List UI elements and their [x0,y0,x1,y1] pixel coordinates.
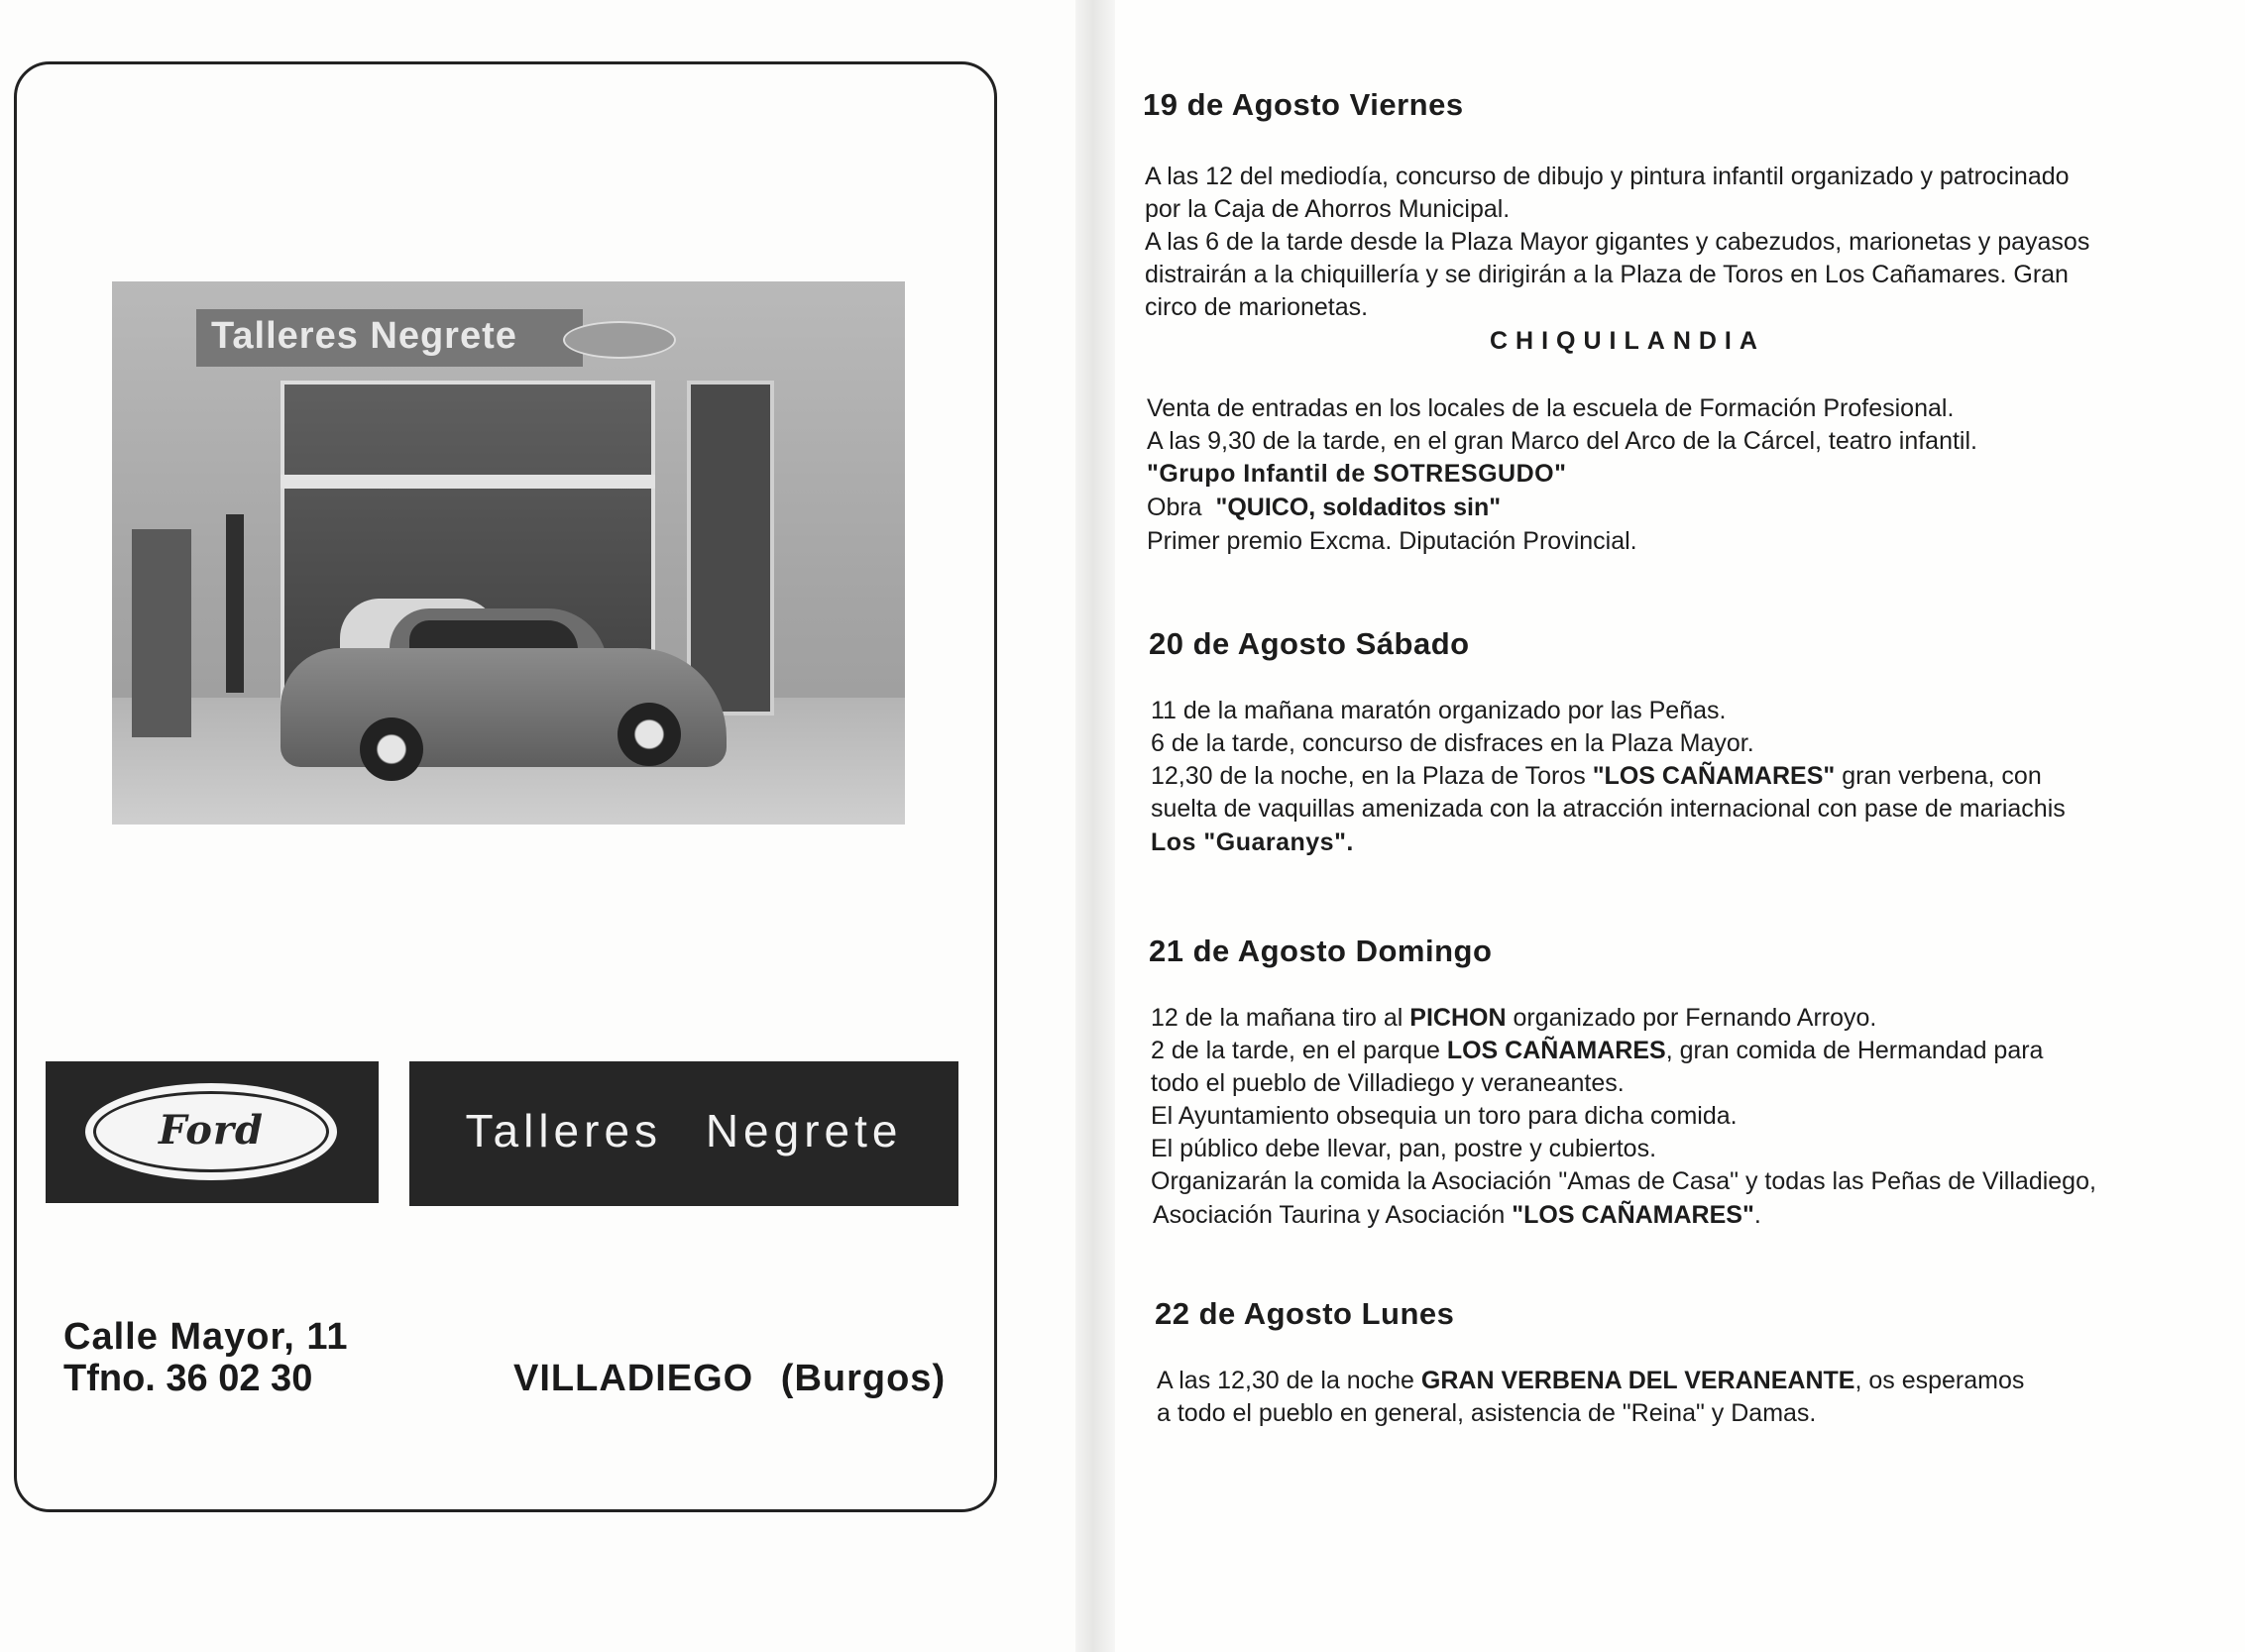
chiquilandia-title: CHIQUILANDIA [1490,327,1765,355]
theatre-group: "Grupo Infantil de SOTRESGUDO" [1147,460,1567,488]
day20-line: 6 de la tarde, concurso de disfraces en la Plaza Mayor. [1151,729,1754,757]
street-address: Calle Mayor, 11 [63,1316,349,1358]
day21-heading: 21 de Agosto Domingo [1149,934,1493,968]
left-page [0,0,1075,1652]
day20-line: suelta de vaquillas amenizada con la atracción internacional con pase de mariachis [1151,795,2066,823]
business-name: Talleres Negrete [465,1105,903,1156]
right-page [1115,0,2245,1652]
play-label: Obra [1147,494,1202,521]
business-name-banner [409,1061,958,1206]
book-gutter [1075,0,1115,1652]
ford-logo [85,1083,337,1180]
day21-line: 2 de la tarde, en el parque LOS CAÑAMARES, gran comida de Hermandad para [1151,1037,2044,1064]
band-name: Los "Guaranys". [1151,828,1354,856]
day21-line: todo el pueblo de Villadiego y veraneantes. [1151,1069,1625,1097]
day21-line: El público debe llevar, pan, postre y cubiertos. [1151,1135,1657,1162]
day19-line: distrairán a la chiquillería y se dirigirán a la Plaza de Toros en Los Cañamares. Gran [1145,261,2069,288]
ford-logo-box [46,1061,379,1203]
ford-wordmark: Ford [159,1107,264,1154]
play-title: "QUICO, soldaditos sin" [1215,494,1502,521]
venue-name: "LOS CAÑAMARES" [1592,762,1836,790]
day19-line: Primer premio Excma. Diputación Provincial. [1147,527,1637,555]
day21-line: 12 de la mañana tiro al PICHON organizado por Fernando Arroyo. [1151,1004,1877,1032]
day22-line: a todo el pueblo en general, asistencia de "Reina" y Damas. [1157,1399,1817,1427]
phone-number: Tfno. 36 02 30 [63,1358,313,1399]
day19-line: A las 9,30 de la tarde, en el gran Marco del Arco de la Cárcel, teatro infantil. [1147,427,1977,455]
photo-ford-oval [563,321,676,359]
workshop-photo [112,281,905,825]
day19-line: circo de marionetas. [1145,293,1369,321]
play-line [1147,492,1501,524]
town: VILLADIEGO (Burgos) [513,1358,947,1399]
day22-heading: 22 de Agosto Lunes [1155,1296,1455,1331]
day22-line: A las 12,30 de la noche GRAN VERBENA DEL VERANEANTE, os esperamos [1157,1367,2025,1394]
day19-heading: 19 de Agosto Viernes [1143,87,1464,122]
day20-heading: 20 de Agosto Sábado [1149,626,1470,661]
day19-line: A las 12 del mediodía, concurso de dibujo y pintura infantil organizado y patrocinado [1145,163,2070,190]
photo-sign-text: Talleres Negrete [211,315,517,357]
day19-line: por la Caja de Ahorros Municipal. [1145,195,1511,223]
day21-line: El Ayuntamiento obsequia un toro para dicha comida. [1151,1102,1738,1130]
day19-line: Venta de entradas en los locales de la escuela de Formación Profesional. [1147,394,1955,422]
day20-line: 12,30 de la noche, en la Plaza de Toros "LOS CAÑAMARES" gran verbena, con [1151,762,2042,790]
day21-line: Asociación Taurina y Asociación "LOS CAÑAMARES". [1153,1201,1761,1229]
day19-line: A las 6 de la tarde desde la Plaza Mayor gigantes y cabezudos, marionetas y payasos [1145,228,2090,256]
day21-line: Organizarán la comida la Asociación "Amas de Casa" y todas las Peñas de Villadiego, [1151,1167,2096,1195]
day20-line: 11 de la mañana maratón organizado por las Peñas. [1151,697,1727,724]
